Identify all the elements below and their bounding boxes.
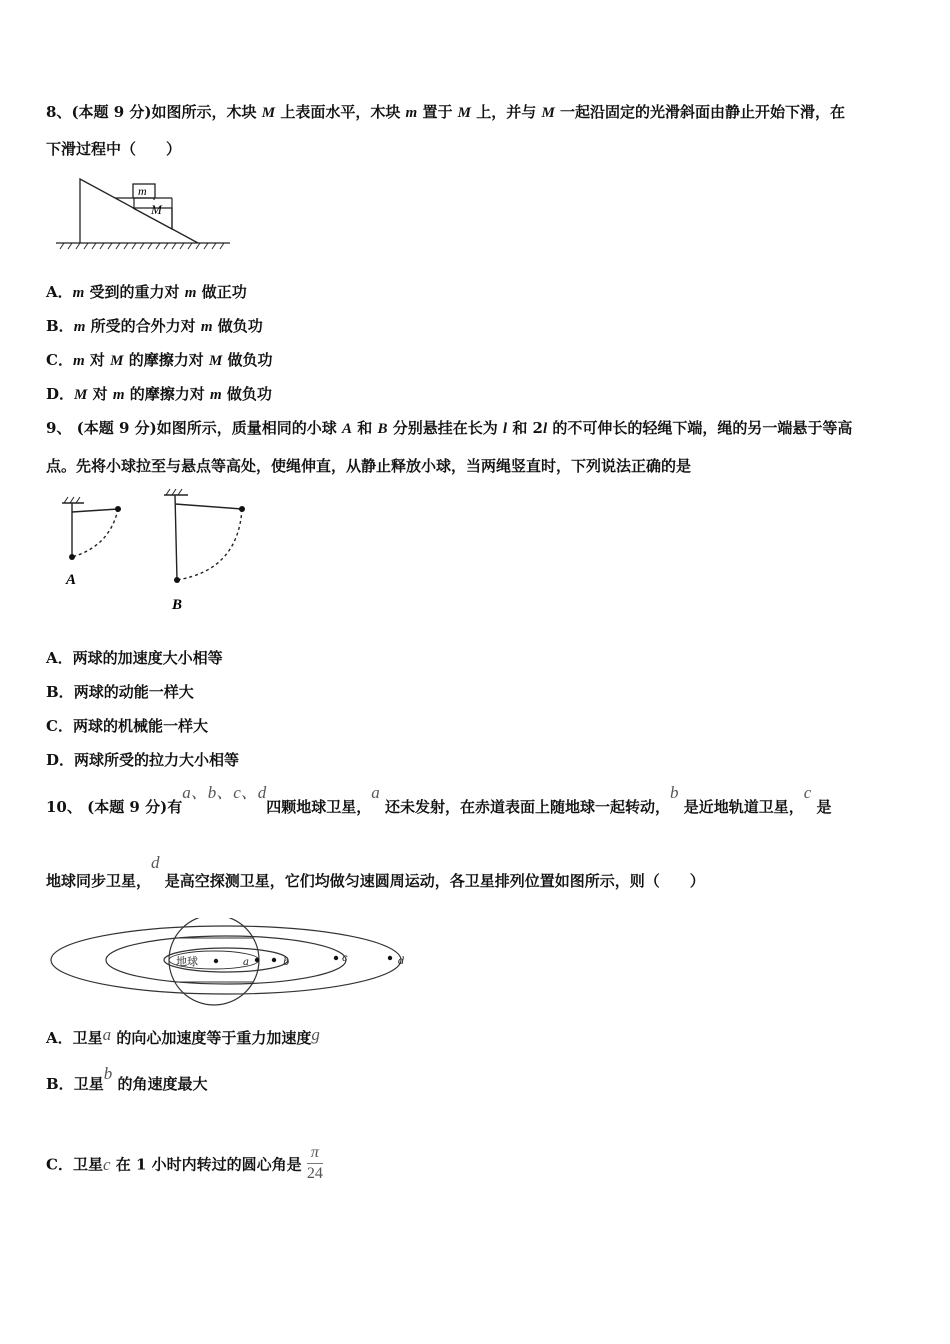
label-a: a (243, 957, 249, 968)
q8-number: 8、 (46, 103, 72, 121)
q9-option-a[interactable]: A．两球的加速度大小相等 (46, 649, 223, 667)
q10-option-a[interactable]: A．卫星a 的向心加速度等于重力加速度g (46, 1025, 320, 1047)
q9-option-c[interactable]: C．两球的机械能一样大 (46, 717, 208, 735)
q10-score: (本题 9 分) (87, 798, 168, 816)
sat-b (272, 958, 276, 962)
label-A: A (66, 572, 77, 588)
earth-label: 地球 (176, 955, 198, 968)
q9-pendulum-figure (56, 488, 256, 618)
q9-number: 9、 (46, 419, 72, 437)
q10-number: 10、 (46, 798, 82, 816)
sat-d (388, 956, 392, 960)
q8-option-a[interactable]: A．m 受到的重力对 m 做正功 (46, 283, 247, 301)
q8-stem-line1: 8、(本题 9 分)如图所示，木块 M 上表面水平，木块 m 置于 M 上，并与 M 一起沿固定的光滑斜面由静止开始下滑，在 (46, 103, 846, 121)
q9-stem-line1: 9、 (本题 9 分)如图所示，质量相同的小球 A 和 B 分别悬挂在长为 l 和 2l 的不可伸长的轻绳下端，绳的另一端悬于等高 (46, 419, 853, 437)
q9-score: (本题 9 分) (76, 419, 157, 437)
q10-stem-line1: 10、 (本题 9 分)有a、b、c、d四颗地球卫星，a 还未发射，在赤道表面上随地球一起转动，b 是近地轨道卫星，c 是 (46, 783, 832, 816)
q8-option-b[interactable]: B．m 所受的合外力对 m 做负功 (46, 317, 263, 335)
q10-option-c[interactable]: C．卫星c 在 1 小时内转过的圆心角是 $\frac{\pi}{24}$ (46, 1144, 323, 1182)
orbit-c (106, 936, 346, 984)
q10-option-b[interactable]: B．卫星b 的角速度最大 (46, 1064, 208, 1093)
label-b: b (283, 957, 290, 968)
q9-option-b[interactable]: B．两球的动能一样大 (46, 683, 194, 701)
q9-option-d[interactable]: D．两球所受的拉力大小相等 (46, 751, 240, 769)
q9-stem-line2: 点。先将小球拉至与悬点等高处，使绳伸直，从静止释放小球，当两绳竖直时，下列说法正确的是 (46, 457, 692, 475)
q10-stem-line2: 地球同步卫星，d 是高空探测卫星，它们均做匀速圆周运动，各卫星排列位置如图所示，则（ ） (46, 853, 705, 890)
fraction-pi-over-24: $\frac{\pi}{24}$ (306, 1144, 323, 1182)
q8-option-c[interactable]: C．m 对 M 的摩擦力对 M 做负功 (46, 351, 273, 369)
arc-a (72, 509, 118, 557)
label-B: B (172, 597, 183, 613)
label-m: m (138, 184, 147, 198)
q8-option-d[interactable]: D．M 对 m 的摩擦力对 m 做负功 (46, 385, 272, 403)
label-c: c (342, 953, 348, 964)
label-M: M (151, 202, 162, 217)
ball-a (69, 554, 75, 560)
q8-score: (本题 9 分) (71, 103, 152, 121)
arc-b (177, 509, 242, 580)
rope-b (175, 495, 177, 580)
q8-stem-line2: 下滑过程中（ ） (46, 140, 182, 158)
ground-hatch (60, 243, 224, 249)
q10-orbit-figure (46, 918, 416, 1010)
ball-b (174, 577, 180, 583)
q8-incline-figure (52, 170, 234, 252)
label-d: d (398, 956, 405, 967)
sat-c (334, 956, 338, 960)
sat-a (255, 958, 259, 962)
